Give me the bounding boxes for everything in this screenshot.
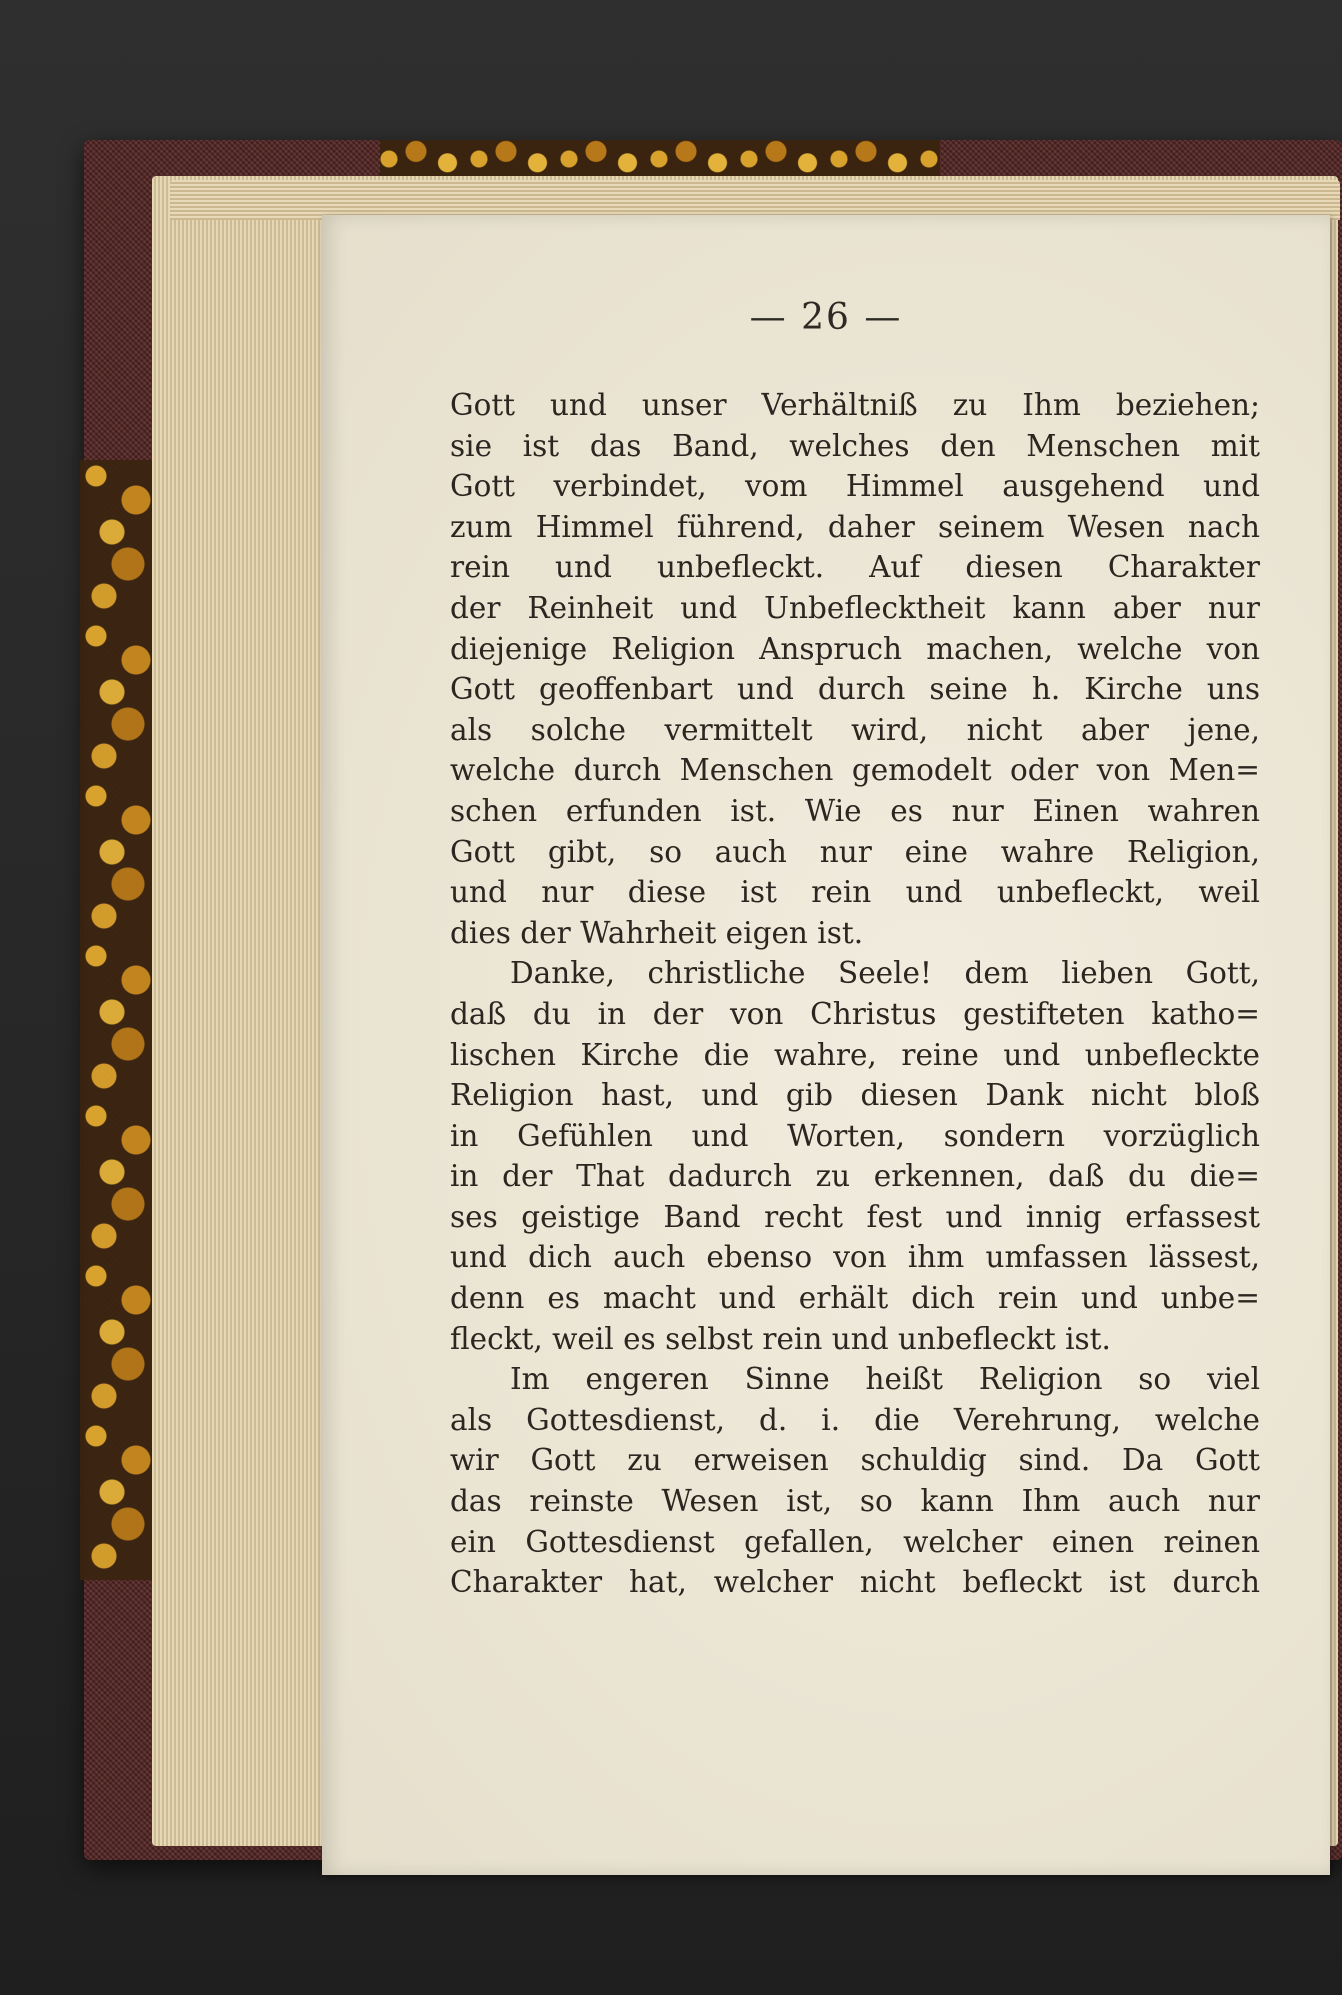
book-page bbox=[322, 215, 1330, 1875]
text-line: Gott geoffenbart und durch seine h. Kirche uns bbox=[450, 672, 1260, 707]
text-line: ein Gottesdienst gefallen, welcher einen reinen bbox=[450, 1524, 1260, 1559]
text-line: als solche vermittelt wird, nicht aber jene, bbox=[450, 712, 1260, 747]
marbled-edge-top bbox=[380, 140, 940, 178]
text-line: und nur diese ist rein und unbefleckt, weil bbox=[450, 875, 1260, 910]
text-line: in Gefühlen und Worten, sondern vorzüglich bbox=[450, 1118, 1260, 1153]
text-line: und dich auch ebenso von ihm umfassen lässest, bbox=[450, 1240, 1260, 1275]
marbled-edge-left bbox=[80, 460, 160, 1580]
page-text bbox=[450, 385, 1260, 1603]
text-line: dies der Wahrheit eigen ist. bbox=[450, 915, 864, 950]
text-line: Im engeren Sinne heißt Religion so viel bbox=[510, 1362, 1260, 1397]
text-line: wir Gott zu erweisen schuldig sind. Da Gott bbox=[450, 1443, 1260, 1478]
text-line: als Gottesdienst, d. i. die Verehrung, welche bbox=[450, 1402, 1260, 1437]
text-line: zum Himmel führend, daher seinem Wesen nach bbox=[450, 509, 1260, 544]
text-line: der Reinheit und Unbeflecktheit kann aber nur bbox=[450, 590, 1260, 625]
text-line: Gott verbindet, vom Himmel ausgehend und bbox=[450, 469, 1260, 504]
text-line: Religion hast, und gib diesen Dank nicht bloß bbox=[450, 1078, 1260, 1113]
text-line: daß du in der von Christus gestifteten katho= bbox=[450, 996, 1260, 1031]
text-line: Charakter hat, welcher nicht befleckt ist durch bbox=[450, 1565, 1260, 1600]
page-number: — 26 — bbox=[749, 297, 903, 338]
text-line: denn es macht und erhält dich rein und unbe= bbox=[450, 1281, 1260, 1316]
text-line: in der That dadurch zu erkennen, daß du die= bbox=[450, 1159, 1260, 1194]
text-line: diejenige Religion Anspruch machen, welche von bbox=[450, 631, 1260, 666]
text-line: Gott und unser Verhältniß zu Ihm beziehen; bbox=[450, 388, 1260, 422]
text-line: Gott gibt, so auch nur eine wahre Religion, bbox=[450, 834, 1260, 869]
text-line: das reinste Wesen ist, so kann Ihm auch nur bbox=[450, 1484, 1260, 1519]
text-line: rein und unbefleckt. Auf diesen Charakter bbox=[450, 550, 1260, 585]
text-line: Danke, christliche Seele! dem lieben Gott, bbox=[510, 956, 1260, 991]
text-line: fleckt, weil es selbst rein und unbefleckt ist. bbox=[450, 1321, 1111, 1356]
text-line: sie ist das Band, welches den Menschen mit bbox=[450, 428, 1260, 463]
text-line: lischen Kirche die wahre, reine und unbefleckte bbox=[450, 1037, 1260, 1072]
text-line: welche durch Menschen gemodelt oder von Men= bbox=[450, 753, 1260, 788]
page-block-top-edge bbox=[170, 180, 1340, 220]
text-line: schen erfunden ist. Wie es nur Einen wahren bbox=[450, 793, 1260, 828]
text-line: ses geistige Band recht fest und innig erfassest bbox=[450, 1199, 1260, 1234]
